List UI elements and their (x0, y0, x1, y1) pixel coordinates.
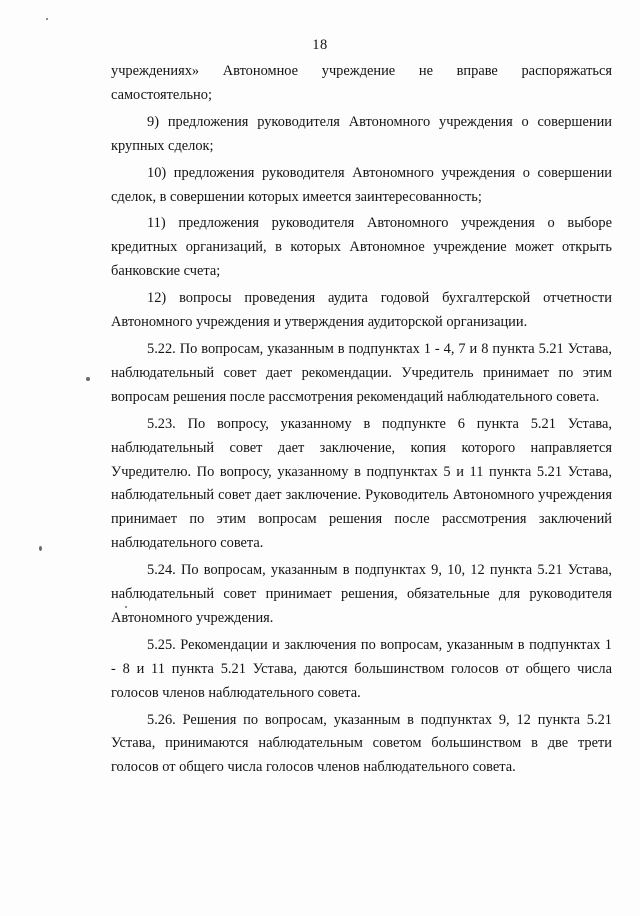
document-body (111, 60, 612, 780)
paragraph-5-22: 5.22. По вопросам, указанным в подпунктах 1 - 4, 7 и 8 пункта 5.21 Устава, наблюдательный совет дает рекомендации. Учредитель принимает по этим вопросам решения после рассмотрения рекомендаций наблюдательного совета. (111, 340, 612, 405)
paragraph-5-25: 5.25. Рекомендации и заключения по вопросам, указанным в подпунктах 1 - 8 и 11 пункта 5.21 Устава, даются большинством голосов от общего числа голосов членов наблюдательного совета. (111, 636, 612, 701)
paragraph-item-10: 10) предложения руководителя Автономного учреждения о совершении сделок, в совершении которых имеется заинтересованность; (111, 164, 612, 205)
paragraph-item-11: 11) предложения руководителя Автономного учреждения о выборе кредитных организаций, в которых Автономное учреждение может открыть банковские счета; (111, 215, 612, 280)
paragraph-item-12: 12) вопросы проведения аудита годовой бухгалтерской отчетности Автономного учреждения и утверждения аудиторской организации. (111, 290, 612, 331)
paragraph-5-26: 5.26. Решения по вопросам, указанным в подпунктах 9, 12 пункта 5.21 Устава, принимаются наблюдательным советом большинством в две трети голосов от общего числа голосов членов наблюдательного совета. (111, 711, 612, 776)
page-number: 18 (312, 37, 328, 53)
paragraph-5-23: 5.23. По вопросу, указанному в подпункте 6 пункта 5.21 Устава, наблюдательный совет дает заключение, копия которого направляется Учредителю. По вопросу, указанному в подпунктах 5 и 11 пункта 5.21 Устава, наблюдательный совет дает заключение. Руководитель Автономного учреждения принимает по этим вопросам решения после рассмотрения заключений наблюдательного совета. (111, 415, 612, 552)
paragraph-5-24: 5.24. По вопросам, указанным в подпунктах 9, 10, 12 пункта 5.21 Устава, наблюдательный совет принимает решения, обязательные для руководителя Автономного учреждения. (111, 562, 612, 626)
scan-speck (46, 18, 48, 20)
scan-speck (39, 546, 42, 551)
paragraph-continuation: учреждениях» Автономное учреждение не вправе распоряжаться самостоятельно; (111, 63, 612, 103)
scan-speck (86, 377, 90, 381)
paragraph-item-9: 9) предложения руководителя Автономного учреждения о совершении крупных сделок; (111, 113, 612, 154)
scan-speck (125, 606, 127, 608)
